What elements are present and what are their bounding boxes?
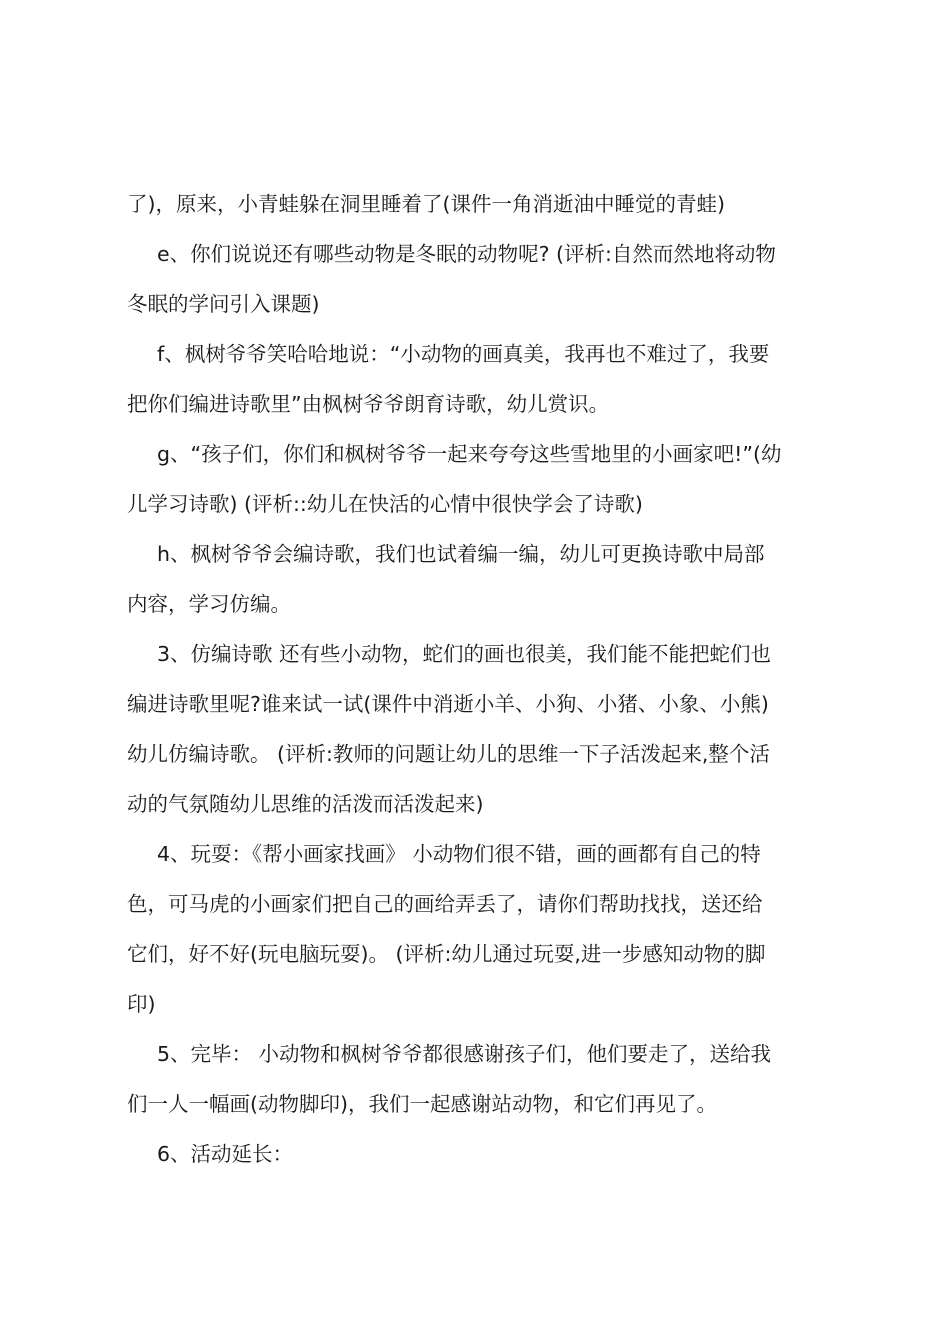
text-line: 动的气氛随幼儿思维的活泼而活泼起来) — [127, 792, 484, 816]
text-line: 5、完毕： 小动物和枫树爷爷都很感谢孩子们，他们要走了，送给我 — [157, 1042, 772, 1066]
text-line: 色，可马虎的小画家们把自己的画给弄丢了，请你们帮助找找，送还给 — [127, 892, 763, 916]
text-line: 印) — [127, 992, 156, 1016]
text-line: e、你们说说还有哪些动物是冬眠的动物呢? (评析:自然而然地将动物 — [157, 242, 776, 266]
text-line: 们一人一幅画(动物脚印)，我们一起感谢站动物，和它们再见了。 — [127, 1092, 717, 1116]
text-line: 6、活动延长： — [157, 1142, 294, 1166]
text-line: g、“孩子们，你们和枫树爷爷一起来夸夸这些雪地里的小画家吧!”(幼 — [157, 442, 782, 466]
text-line: 把你们编进诗歌里”由枫树爷爷朗育诗歌，幼儿赏识。 — [127, 392, 610, 416]
text-line: 幼儿仿编诗歌。 (评析:教师的问题让幼儿的思维一下子活泼起来,整个活 — [127, 742, 770, 766]
text-line: f、枫树爷爷笑哈哈地说：“小动物的画真美，我再也不难过了，我要 — [157, 342, 770, 366]
text-line: 编进诗歌里呢?谁来试一试(课件中消逝小羊、小狗、小猪、小象、小熊) — [127, 692, 769, 716]
text-line: 它们，好不好(玩电脑玩耍)。 (评析:幼儿通过玩耍,进一步感知动物的脚 — [127, 942, 766, 966]
text-line: 3、仿编诗歌 还有些小动物，蛇们的画也很美，我们能不能把蛇们也 — [157, 642, 772, 666]
text-line: h、枫树爷爷会编诗歌，我们也试着编一编，幼儿可更换诗歌中局部 — [157, 542, 765, 566]
text-line: 冬眠的学问引入课题) — [127, 292, 320, 316]
text-line: 儿学习诗歌) (评析::幼儿在快活的心情中很快学会了诗歌) — [127, 492, 643, 516]
text-line: 了)，原来，小青蛙躲在洞里睡着了(课件一角消逝油中睡觉的青蛙) — [127, 192, 725, 216]
text-line: 内容，学习仿编。 — [127, 592, 291, 616]
text-line: 4、玩耍：《帮小画家找画》 小动物们很不错，画的画都有自己的特 — [157, 842, 761, 866]
